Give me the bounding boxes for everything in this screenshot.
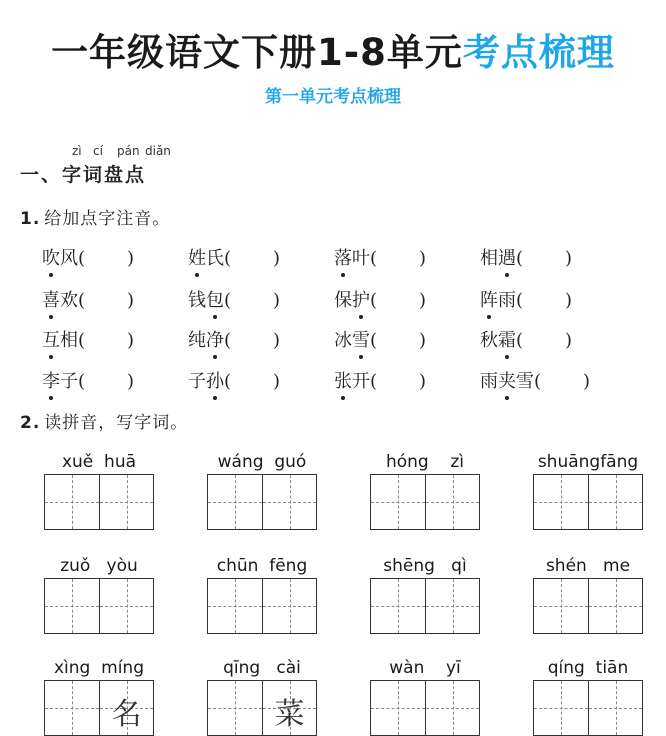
- pinyin-label: wáng guó: [217, 452, 307, 472]
- writing-box[interactable]: [371, 579, 425, 633]
- pinyin-word: [188, 286, 280, 312]
- pinyin-word: [42, 244, 134, 270]
- dotted-char: 净: [206, 326, 224, 352]
- dotted-char: 喜: [42, 286, 60, 312]
- tian-grid: [533, 474, 643, 530]
- answer-paren-close: ): [127, 290, 135, 311]
- dotted-char: 霜: [498, 326, 516, 352]
- dotted-char: 互: [42, 326, 60, 352]
- answer-paren-close: ): [127, 371, 135, 392]
- word-char: 秋: [480, 330, 498, 351]
- answer-paren-open: (: [370, 248, 378, 269]
- tian-grid: [44, 474, 154, 530]
- pinyin-label: qíng tiān: [547, 658, 629, 678]
- page-title-highlight: 考点梳理: [462, 31, 615, 74]
- word-char: 开: [352, 371, 370, 392]
- pinyin-label: chūn fēng: [216, 556, 308, 576]
- writing-box[interactable]: [371, 475, 425, 529]
- page-subtitle: 第一单元考点梳理: [265, 87, 401, 107]
- answer-paren-open: (: [516, 290, 524, 311]
- writing-box[interactable]: [425, 579, 479, 633]
- pinyin-word: [480, 367, 590, 393]
- writing-box[interactable]: [262, 579, 316, 633]
- dotted-char: 阵: [480, 286, 498, 312]
- tian-grid: [44, 578, 154, 634]
- pinyin-label: xuě huā: [61, 452, 137, 472]
- answer-paren-open: (: [370, 330, 378, 351]
- writing-box[interactable]: [588, 681, 642, 735]
- dotted-char: 夹: [498, 367, 516, 393]
- writing-box[interactable]: [534, 681, 588, 735]
- dotted-char: 张: [334, 367, 352, 393]
- word-char: 子: [188, 371, 206, 392]
- writing-box[interactable]: [588, 475, 642, 529]
- answer-paren-close: ): [565, 248, 573, 269]
- dotted-char: 孙: [206, 367, 224, 393]
- word-char: 相: [480, 248, 498, 269]
- answer-paren-close: ): [127, 248, 135, 269]
- writing-box[interactable]: [262, 681, 316, 735]
- writing-box[interactable]: [99, 579, 153, 633]
- pinyin-label: zuǒ yòu: [60, 556, 138, 576]
- pinyin-word: [188, 367, 280, 393]
- word-char: 钱: [188, 290, 206, 311]
- question-1: [20, 204, 170, 229]
- pinyin-word: [480, 326, 572, 352]
- pinyin-label: xìng míng: [53, 658, 144, 678]
- pinyin-word: [188, 244, 280, 270]
- tian-grid: [533, 680, 643, 736]
- answer-paren-open: (: [516, 330, 524, 351]
- pinyin-label: wàn yī: [389, 658, 461, 678]
- question-text: 给加点字注音。: [44, 209, 171, 229]
- pinyin-word: [334, 286, 426, 312]
- writing-box[interactable]: [262, 475, 316, 529]
- answer-paren-close: ): [419, 290, 427, 311]
- answer-paren-close: ): [419, 371, 427, 392]
- pinyin-label: shēng qì: [383, 556, 467, 576]
- question-number: 2.: [20, 413, 41, 433]
- word-char: 雪: [516, 371, 534, 392]
- word-char: 雨: [480, 371, 498, 392]
- word-char: 氏: [206, 248, 224, 269]
- answer-paren-open: (: [224, 248, 232, 269]
- answer-paren-close: ): [583, 371, 591, 392]
- word-char: 纯: [188, 330, 206, 351]
- writing-box[interactable]: [534, 475, 588, 529]
- pinyin-label: shuāngfāng: [537, 452, 639, 472]
- answer-paren-open: (: [78, 290, 86, 311]
- answer-paren-close: ): [419, 248, 427, 269]
- writing-box[interactable]: [208, 579, 262, 633]
- answer-paren-open: (: [78, 248, 86, 269]
- pinyin-word: [42, 326, 134, 352]
- word-char: 雨: [498, 290, 516, 311]
- answer-paren-open: (: [78, 371, 86, 392]
- pinyin-word: [480, 286, 572, 312]
- word-char: 风: [60, 248, 78, 269]
- word-char: 欢: [60, 290, 78, 311]
- answer-paren-open: (: [370, 371, 378, 392]
- answer-paren-close: ): [565, 330, 573, 351]
- tian-grid: [370, 578, 480, 634]
- writing-box[interactable]: [425, 681, 479, 735]
- section-pinyin: cí: [93, 144, 103, 158]
- answer-paren-open: (: [224, 290, 232, 311]
- writing-box[interactable]: [45, 579, 99, 633]
- answer-paren-close: ): [273, 248, 281, 269]
- page-title-main: 一年级语文下册1-8单元: [51, 31, 463, 74]
- tian-grid: [207, 578, 317, 634]
- dotted-char: 姓: [188, 244, 206, 270]
- pinyin-word: [42, 286, 134, 312]
- writing-box[interactable]: [208, 681, 262, 735]
- answer-paren-open: (: [78, 330, 86, 351]
- page-title: [0, 22, 666, 76]
- dotted-char: 落: [334, 244, 352, 270]
- answer-paren-open: (: [224, 371, 232, 392]
- writing-box[interactable]: [45, 475, 99, 529]
- writing-box[interactable]: [371, 681, 425, 735]
- tian-grid: [370, 680, 480, 736]
- section-pinyin: diǎn: [145, 144, 171, 158]
- answer-paren-close: ): [419, 330, 427, 351]
- dotted-char: 遇: [498, 244, 516, 270]
- question-2: [20, 408, 188, 433]
- pinyin-word: [480, 244, 572, 270]
- box-char: 名: [111, 697, 142, 732]
- tian-grid: [533, 578, 643, 634]
- answer-paren-open: (: [516, 248, 524, 269]
- dotted-char: 护: [352, 286, 370, 312]
- pinyin-word: [188, 326, 280, 352]
- answer-paren-close: ): [273, 290, 281, 311]
- question-text: 读拼音，写字词。: [44, 413, 189, 433]
- writing-box[interactable]: [588, 579, 642, 633]
- word-char: 子: [60, 371, 78, 392]
- answer-paren-close: ): [273, 330, 281, 351]
- pinyin-word: [42, 367, 134, 393]
- word-char: 相: [60, 330, 78, 351]
- box-char: 菜: [274, 697, 305, 732]
- pinyin-word: [334, 244, 426, 270]
- tian-grid: [207, 680, 317, 736]
- section-pinyin: pán: [117, 144, 140, 158]
- dotted-char: 雪: [352, 326, 370, 352]
- writing-box[interactable]: [208, 475, 262, 529]
- word-char: 叶: [352, 248, 370, 269]
- writing-box[interactable]: [534, 579, 588, 633]
- answer-paren-close: ): [565, 290, 573, 311]
- question-number: 1.: [20, 209, 41, 229]
- answer-paren-open: (: [370, 290, 378, 311]
- writing-box[interactable]: [425, 475, 479, 529]
- pinyin-label: hóng zì: [385, 452, 464, 472]
- pinyin-word: [334, 326, 426, 352]
- tian-grid: [44, 680, 154, 736]
- answer-paren-close: ): [273, 371, 281, 392]
- tian-grid: [370, 474, 480, 530]
- word-char: 保: [334, 290, 352, 311]
- answer-paren-open: (: [224, 330, 232, 351]
- answer-paren-open: (: [534, 371, 542, 392]
- dotted-char: 包: [206, 286, 224, 312]
- pinyin-word: [334, 367, 426, 393]
- writing-box[interactable]: [99, 475, 153, 529]
- tian-grid: [207, 474, 317, 530]
- word-char: 冰: [334, 330, 352, 351]
- dotted-char: 吹: [42, 244, 60, 270]
- pinyin-label: qīng cài: [223, 658, 301, 678]
- writing-box[interactable]: [45, 681, 99, 735]
- section-title: 一、字词盘点: [20, 164, 147, 186]
- pinyin-label: shén me: [545, 556, 631, 576]
- answer-paren-close: ): [127, 330, 135, 351]
- writing-box[interactable]: [99, 681, 153, 735]
- dotted-char: 李: [42, 367, 60, 393]
- section-pinyin: zì: [72, 144, 82, 158]
